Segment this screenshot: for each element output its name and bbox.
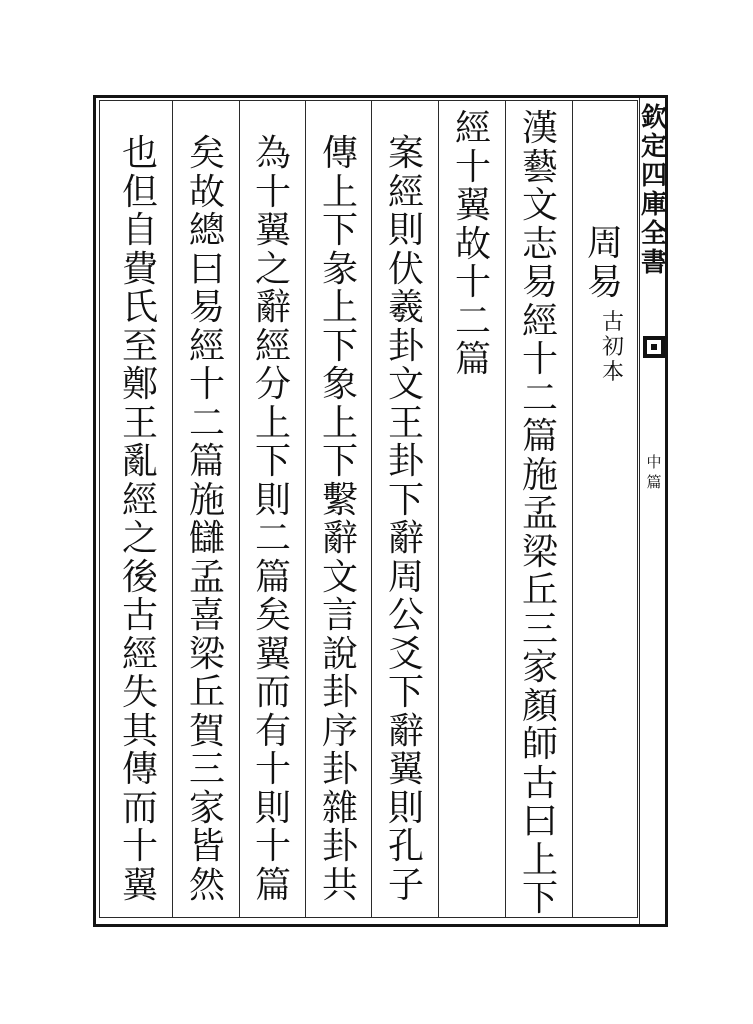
glyph: 篇 [454,339,491,380]
glyph: 上 [321,287,358,328]
glyph: 則 [254,787,291,829]
column-rule [371,101,372,917]
glyph: 後 [121,556,158,598]
glyph: 雜 [321,787,358,829]
glyph: 而 [254,672,291,713]
glyph: 十 [454,262,491,303]
glyph: 案 [387,133,424,174]
glyph: 經 [521,300,558,342]
glyph: 則 [254,479,291,521]
glyph: 二 [454,300,491,342]
glyph: 下 [321,325,358,367]
column-rule [239,101,240,917]
glyph: 周 [586,223,623,264]
glyph: 下 [254,441,291,482]
glyph: 下 [387,479,424,521]
glyph: 篇 [254,864,291,906]
glyph: 曰 [188,248,225,290]
glyph: 顏 [521,685,558,727]
glyph: 之 [254,248,291,290]
glyph: 王 [121,402,158,444]
glyph: 翼 [254,210,291,251]
glyph: 十 [254,749,291,790]
glyph: 經 [454,108,491,149]
glyph: 下 [521,878,558,919]
glyph: 易 [188,287,225,328]
glyph: 卦 [387,325,424,367]
glyph: 卦 [321,749,358,790]
text-column-5 [251,135,295,905]
glyph: 梁 [521,531,558,573]
glyph: 矣 [188,133,225,174]
glyph: 翼 [387,749,424,790]
glyph: 二 [254,518,291,559]
text-column-4 [318,135,362,905]
book-title [640,104,668,278]
glyph: 賀 [188,710,225,752]
glyph: 孔 [387,826,424,867]
glyph: 篇 [188,441,225,482]
column-rule [505,101,506,917]
glyph: 傳 [321,133,358,174]
glyph: 周 [387,556,424,598]
fish-tail-mark [643,336,665,358]
glyph: 下 [321,441,358,482]
glyph: 其 [121,710,158,752]
glyph: 上 [521,839,558,881]
glyph: 伏 [387,248,424,290]
glyph: 二 [188,402,225,444]
glyph: 全 [640,219,667,249]
glyph: 傳 [121,749,158,790]
glyph: 十 [188,364,225,405]
glyph: 分 [254,364,291,405]
glyph: 辭 [254,287,291,328]
glyph: 三 [521,608,558,650]
glyph: 之 [121,518,158,559]
volume-label [642,452,666,492]
glyph: 經 [121,479,158,521]
glyph: 文 [321,556,358,598]
glyph: 喜 [188,595,225,636]
glyph: 初 [601,335,624,360]
glyph: 而 [121,787,158,829]
glyph: 下 [387,672,424,713]
glyph: 庫 [640,190,667,220]
glyph: 施 [521,454,558,496]
glyph: 篇 [254,556,291,598]
glyph: 翼 [254,633,291,675]
glyph: 有 [254,710,291,752]
glyph: 氏 [121,287,158,328]
column-rule [172,101,173,917]
glyph: 繫 [321,479,358,521]
glyph: 象 [321,364,358,405]
glyph: 卦 [321,826,358,867]
glyph: 故 [454,223,491,265]
glyph: 欽 [640,103,667,133]
glyph: 也 [121,133,158,174]
glyph: 藝 [521,146,558,188]
glyph: 子 [387,864,424,906]
glyph: 下 [321,210,358,251]
glyph: 古 [601,310,624,335]
glyph: 卦 [321,672,358,713]
glyph: 經 [121,633,158,675]
glyph: 鄭 [121,364,158,405]
glyph: 卦 [387,441,424,482]
glyph: 梁 [188,633,225,675]
glyph: 辭 [387,518,424,559]
glyph: 家 [521,647,558,688]
glyph: 亂 [121,441,158,482]
glyph: 羲 [387,287,424,328]
glyph: 志 [521,223,558,265]
glyph: 易 [586,261,623,303]
glyph: 辭 [321,518,358,559]
glyph: 彖 [321,248,358,290]
glyph: 易 [521,262,558,303]
glyph: 序 [321,710,358,752]
glyph: 翼 [121,864,158,906]
glyph: 古 [521,762,558,804]
glyph: 孟 [521,493,558,534]
glyph: 則 [387,787,424,829]
glyph: 爻 [387,633,424,675]
glyph: 定 [640,132,667,162]
text-column-6 [185,135,229,905]
glyph: 書 [640,248,667,278]
glyph: 公 [387,595,424,636]
glyph: 經 [387,171,424,213]
glyph: 漢 [521,108,558,149]
glyph: 上 [321,171,358,213]
glyph: 但 [121,171,158,213]
glyph: 說 [321,633,358,675]
glyph: 十 [521,339,558,380]
glyph: 言 [321,595,358,636]
chapter-title [583,225,627,302]
column-rule [438,101,439,917]
glyph: 篇 [646,473,662,491]
glyph: 中 [646,453,662,471]
glyph: 上 [254,402,291,444]
glyph: 施 [188,479,225,521]
glyph: 十 [121,826,158,867]
text-column-3 [384,135,428,905]
glyph: 曰 [521,801,558,842]
glyph: 為 [254,133,291,174]
glyph: 家 [188,787,225,829]
glyph: 文 [521,185,558,226]
glyph: 孟 [188,556,225,598]
text-column-2 [451,110,495,380]
glyph: 讎 [188,518,225,559]
glyph: 經 [188,325,225,367]
glyph: 篇 [521,416,558,457]
glyph: 丘 [521,570,558,611]
glyph: 辭 [387,710,424,752]
glyph: 至 [121,325,158,367]
glyph: 失 [121,672,158,713]
glyph: 十 [254,171,291,213]
glyph: 則 [387,210,424,251]
glyph: 二 [521,377,558,419]
glyph: 自 [121,210,158,251]
glyph: 上 [321,402,358,444]
glyph: 十 [254,826,291,867]
column-rule [572,101,573,917]
column-rule [305,101,306,917]
glyph: 師 [521,724,558,765]
glyph: 皆 [188,826,225,867]
glyph: 十 [454,146,491,188]
text-column-1 [518,110,562,919]
glyph: 然 [188,864,225,906]
glyph: 丘 [188,672,225,713]
glyph: 故 [188,171,225,213]
glyph: 翼 [454,185,491,226]
glyph: 費 [121,248,158,290]
glyph: 共 [321,864,358,906]
glyph: 三 [188,749,225,790]
glyph: 經 [254,325,291,367]
text-column-7 [118,135,162,905]
glyph: 總 [188,210,225,251]
glyph: 王 [387,402,424,444]
glyph: 矣 [254,595,291,636]
glyph: 四 [640,161,667,191]
glyph: 古 [121,595,158,636]
glyph: 文 [387,364,424,405]
chapter-note [600,310,626,385]
glyph: 本 [601,360,624,385]
